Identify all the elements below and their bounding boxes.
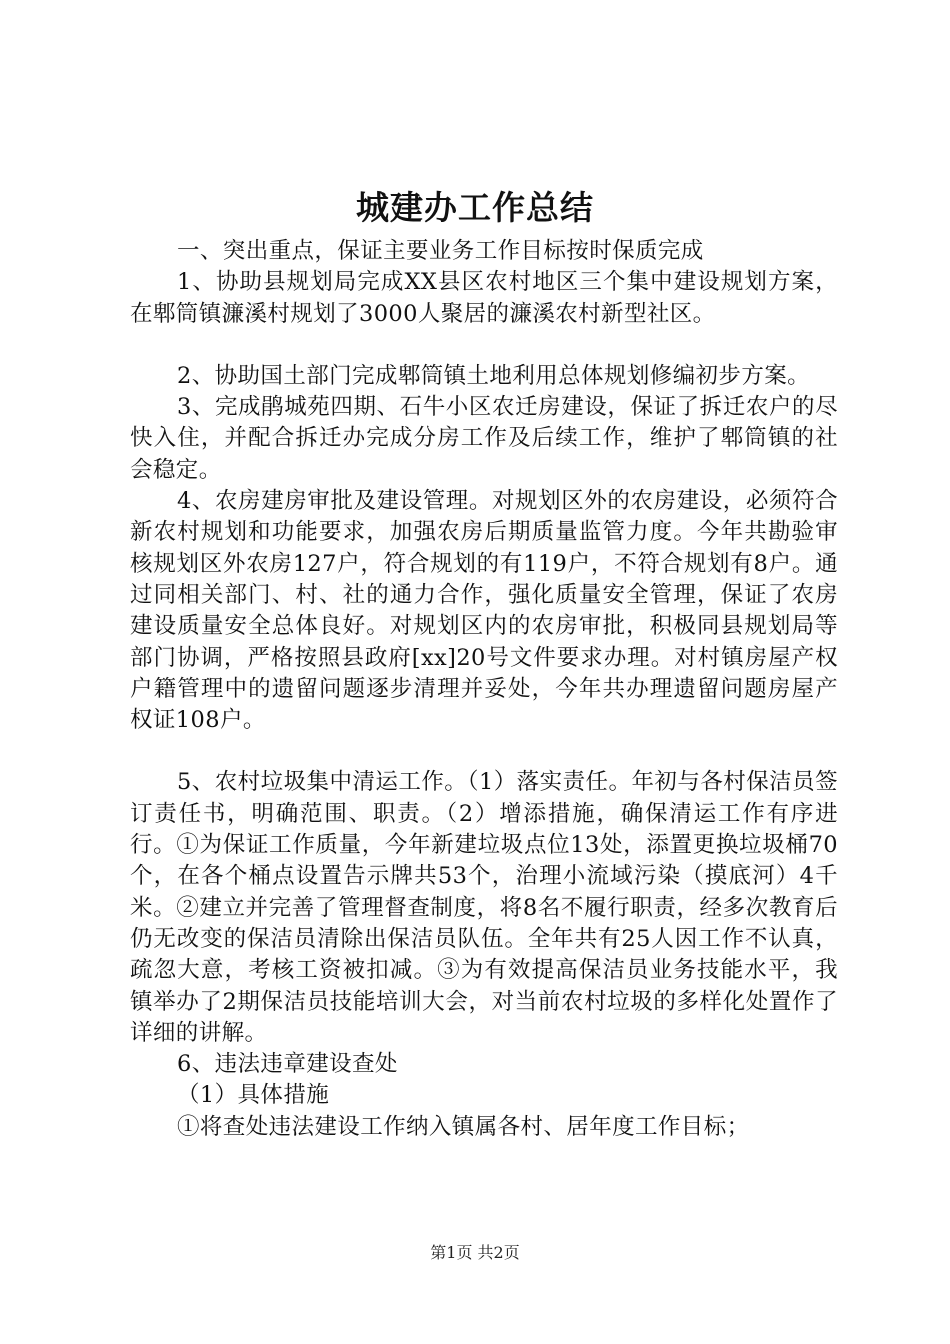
page-footer: 第1页 共2页	[430, 1243, 520, 1262]
measure-item-1: ①将查处违法建设工作纳入镇属各村、居年度工作目标；	[177, 1113, 750, 1140]
document-body	[130, 236, 838, 1143]
paragraph-item-6: 6、违法违章建设查处	[177, 1051, 398, 1078]
paragraph-item-3: 3、完成鹃城苑四期、石牛小区农迁房建设，保证了拆迁农户的尽快入住，并配合拆迁办完成分房工作及后续工作，维护了郫筒镇的社会稳定。	[130, 394, 838, 483]
paragraph-item-4: 4、农房建房审批及建设管理。对规划区外的农房建设，必须符合新农村规划和功能要求，加强农房后期质量监管力度。今年共勘验审核规划区外农房127户，符合规划的有119户，不符合规划有8户。通过同相关部门、村、社的通力合作，强化质量安全管理，保证了农房建设质量安全总体良好。对规划区内的农房审批，积极同县规划局等部门协调，严格按照县政府[xx]20号文件要求办理。对村镇房屋产权户籍管理中的遗留问题逐步清理并妥处，今年共办理遗留问题房屋产权证108户。	[130, 488, 838, 734]
paragraph-item-5: 5、农村垃圾集中清运工作。（1）落实责任。年初与各村保洁员签订责任书，明确范围、职责。（2）增添措施，确保清运工作有序进行。①为保证工作质量，今年新建垃圾点位13处，添置更换垃圾桶70个，在各个桶点设置告示牌共53个，治理小流域污染（摸底河）4千米。②建立并完善了管理督查制度，将8名不履行职责，经多次教育后仍无改变的保洁员清除出保洁员队伍。全年共有25人因工作不认真，疏忽大意，考核工资被扣减。③为有效提高保洁员业务技能水平，我镇举办了2期保洁员技能培训大会，对当前农村垃圾的多样化处置作了详细的讲解。	[130, 769, 838, 1046]
document-title: 城建办工作总结	[356, 188, 594, 227]
section-heading-1: 一、突出重点，保证主要业务工作目标按时保质完成	[177, 238, 704, 264]
paragraph-item-2: 2、协助国土部门完成郫筒镇土地利用总体规划修编初步方案。	[177, 362, 811, 389]
sub-heading-measures: （1）具体措施	[177, 1082, 330, 1109]
paragraph-item-1: 1、协助县规划局完成XX县区农村地区三个集中建设规划方案，在郫筒镇濂溪村规划了3000人聚居的濂溪农村新型社区。	[130, 269, 838, 327]
